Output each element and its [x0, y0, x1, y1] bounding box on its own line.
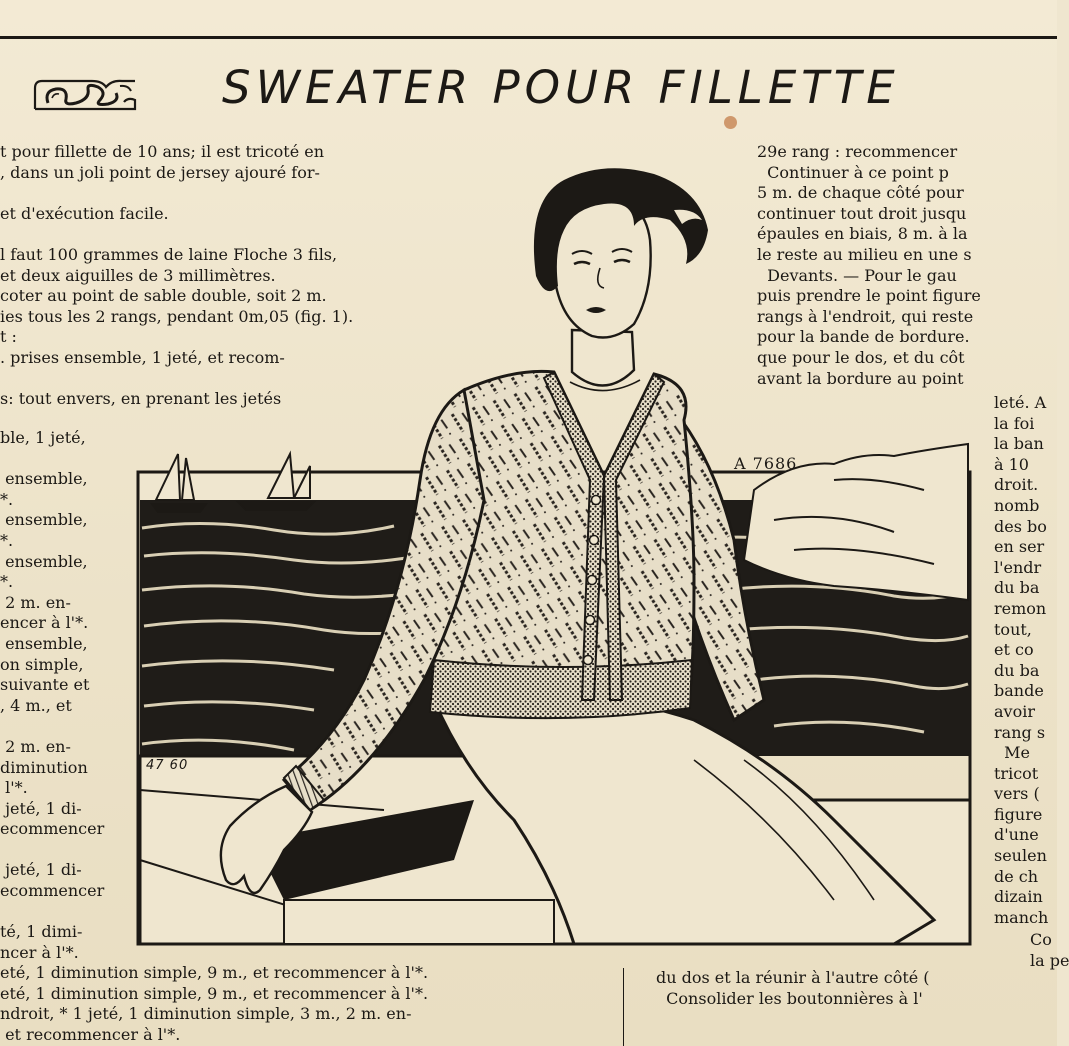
text-line: du dos et la réunir à l'autre côté ( [656, 968, 930, 987]
text-line: on simple, [0, 654, 84, 674]
text-line: tricot [994, 763, 1039, 783]
text-line: continuer tout droit jusqu [757, 203, 967, 223]
text-line: s: tout envers, en prenant les jetés [0, 389, 282, 409]
text-line: 29e rang : recommencer [757, 142, 958, 161]
text-line: suivante et [0, 675, 90, 695]
text-line: , 4 m., et [0, 695, 72, 715]
text-line: et recommencer à l'*. [0, 1024, 181, 1044]
text-line: seulen [994, 846, 1047, 866]
text-line [0, 902, 132, 923]
text-line: ecommencer [0, 881, 105, 901]
right-column-continuation [1030, 930, 1069, 971]
text-line: l'endr [994, 557, 1042, 577]
text-line: dizain [994, 887, 1043, 907]
text-line: *. [0, 572, 14, 592]
text-line: ensemble, [0, 469, 88, 489]
text-line: ecommencer [0, 819, 105, 839]
bottom-right-text [656, 968, 1057, 1009]
text-line: ncer à l'*. [0, 942, 79, 962]
top-rule [0, 36, 1057, 39]
text-line: du ba [994, 578, 1040, 598]
text-line: vers ( [994, 784, 1040, 804]
text-line: et d'exécution facile. [0, 203, 169, 223]
text-line: de ch [994, 866, 1039, 886]
text-line: té, 1 dimi- [0, 922, 83, 942]
text-line: ensemble, [0, 633, 88, 653]
text-line: l faut 100 grammes de laine Floche 3 fils, [0, 244, 338, 264]
text-line: 2 m. en- [0, 736, 71, 756]
text-line: nomb [994, 495, 1040, 515]
text-line: avoir [994, 701, 1035, 721]
text-line: encer à l'*. [0, 613, 89, 633]
text-line: t pour fillette de 10 ans; il est tricoté en [0, 142, 325, 161]
text-line: pour la bande de bordure. [757, 327, 970, 347]
text-line: *. [0, 530, 14, 550]
text-line: figure [994, 804, 1043, 824]
text-line: rangs à l'endroit, qui reste [757, 306, 974, 326]
text-line: ensemble, [0, 551, 88, 571]
text-line: t : [0, 327, 17, 347]
text-line: en ser [994, 537, 1045, 557]
text-line: , dans un joli point de jersey ajouré for- [0, 162, 320, 182]
text-line: et deux aiguilles de 3 millimètres. [0, 265, 276, 285]
text-line: le reste au milieu en une s [757, 244, 972, 264]
text-line: eté, 1 diminution simple, 9 m., et recommencer à l'*. [0, 963, 429, 982]
left-column-text [0, 428, 132, 963]
text-line: des bo [994, 516, 1047, 536]
text-line: 2 m. en- [0, 592, 71, 612]
bottom-left-text [0, 963, 620, 1045]
text-line: que pour le dos, et du côt [757, 347, 965, 367]
text-line: ndroit, * 1 jeté, 1 diminution simple, 3 m., 2 m. en- [0, 1004, 412, 1024]
text-line: tout, [994, 619, 1032, 639]
text-line: puis prendre le point figure [757, 286, 981, 306]
artist-signature: 47 60 [146, 758, 189, 773]
text-line: diminution [0, 757, 88, 777]
text-line: ble, 1 jeté, [0, 428, 86, 447]
text-line: la foi [994, 413, 1035, 433]
text-line: Co [1030, 930, 1052, 949]
text-line: rang s [994, 722, 1046, 742]
text-line: remon [994, 598, 1047, 618]
text-line: avant la bordure au point [757, 368, 964, 388]
text-line: épaules en biais, 8 m. à la [757, 224, 968, 244]
text-line: Devants. — Pour le gau [757, 265, 957, 285]
pattern-reference: A 7686 [734, 454, 798, 473]
text-line: eté, 1 diminution simple, 9 m., et recommencer à l'*. [0, 983, 429, 1003]
text-line: l'*. [0, 778, 28, 798]
scroll-ornament-icon [32, 76, 138, 112]
paper-stain [724, 116, 737, 129]
text-line: Continuer à ce point p [757, 162, 949, 182]
text-line [0, 840, 132, 861]
sweater-illustration [134, 160, 974, 948]
text-line: . prises ensemble, 1 jeté, et recom- [0, 347, 285, 367]
text-line: *. [0, 489, 14, 509]
text-line: du ba [994, 660, 1040, 680]
text-line: ies tous les 2 rangs, pendant 0m,05 (fig. 1). [0, 306, 354, 326]
text-line: manch [994, 907, 1049, 927]
text-line: ensemble, [0, 510, 88, 530]
column-divider [623, 968, 624, 1046]
text-line [0, 449, 132, 470]
text-line: jeté, 1 di- [0, 860, 82, 880]
text-line: 5 m. de chaque côté pour [757, 183, 964, 203]
text-line: et co [994, 640, 1034, 660]
text-line: à 10 [994, 454, 1029, 474]
right-column-text [994, 393, 1057, 928]
text-line: Consolider les boutonnières à l' [656, 988, 923, 1008]
text-line: la ban [994, 434, 1044, 454]
text-line: d'une [994, 825, 1039, 845]
text-line: leté. A [994, 393, 1047, 412]
text-line: la pe [1030, 950, 1069, 970]
text-line: coter au point de sable double, soit 2 m. [0, 286, 327, 306]
text-line [0, 716, 132, 737]
page-title: SWEATER POUR FILLETTE [222, 61, 900, 114]
text-line: bande [994, 681, 1044, 701]
text-line: Me [994, 743, 1031, 763]
text-line: droit. [994, 475, 1039, 495]
text-line: jeté, 1 di- [0, 798, 82, 818]
